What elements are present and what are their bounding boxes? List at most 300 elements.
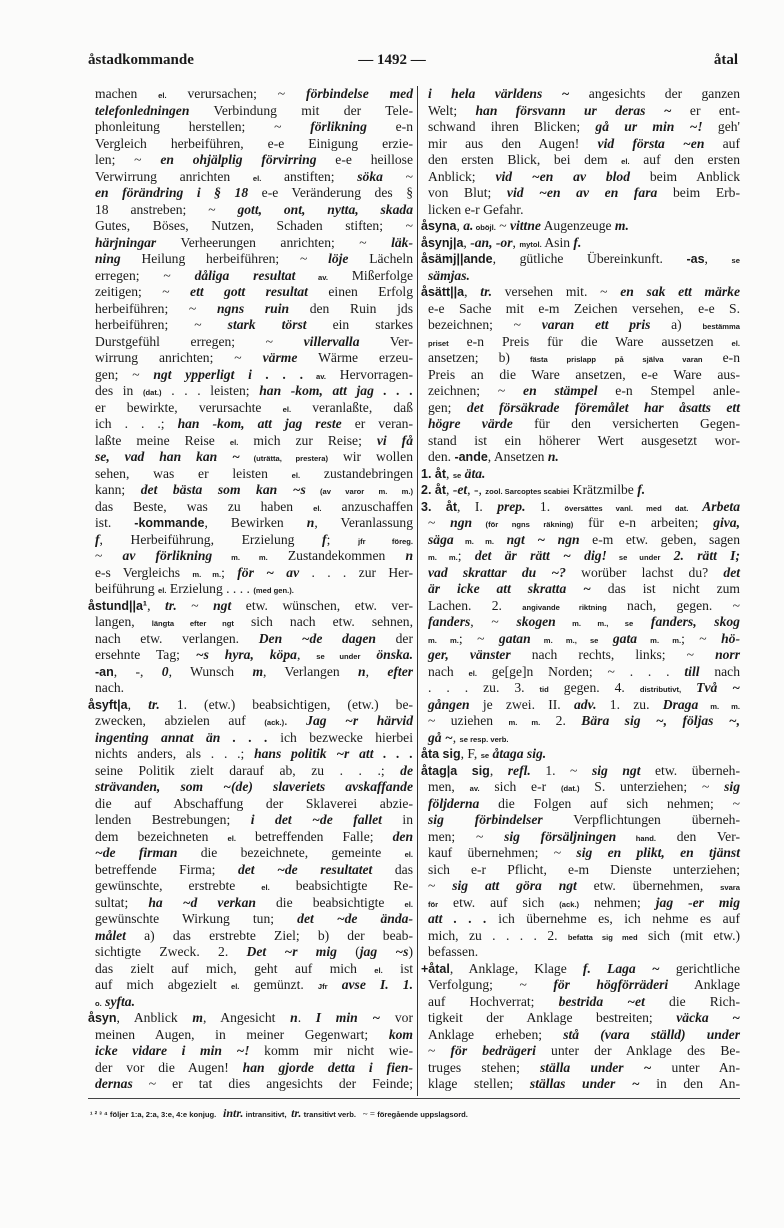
translation-text: gewünschte Wirkung tun; [95,911,298,926]
entry-text-line [428,697,740,714]
translation-text: 1. [525,498,565,514]
usage-note: se [452,470,462,480]
swedish-phrase: sig förbindelser [428,812,543,827]
swedish-phrase: härjningar [95,234,157,250]
headword: -an [95,664,114,679]
translation-text: betreffenden Falle; [235,828,393,844]
swedish-phrase: varan ett pris [541,317,651,332]
entry-text-line [95,284,413,301]
translation-text: . . . zu. 3. [428,680,540,695]
swedish-phrase: sig att göra ngt [452,878,577,893]
entry-headword-line [421,235,740,252]
entry-text-line [428,268,740,285]
translation-text: men, [428,779,470,794]
translation-text: ; ~ [681,630,722,646]
translation-text: , [463,234,471,250]
usage-note: se resp. verb. [459,734,509,744]
entry-text-line [95,730,413,747]
entry-headword-line [421,499,740,516]
entry-text-line [428,416,740,433]
translation-text: 1. (etw.) beabsichtigen, (etw.) be- [159,696,414,712]
translation-text: gewünschte, erstrebte [95,878,262,893]
entry-text-line [428,812,740,829]
swedish-phrase: ger, vänster [428,647,511,662]
swedish-phrase: en stämpel [523,383,598,398]
translation-text: tigkeit der Anklage bestreiten; [428,1010,677,1025]
usage-note: m. m. [453,536,495,546]
column-divider [417,86,418,1096]
translation-text: mich zur Reise; [238,432,377,448]
usage-note: (av varor m. m.) [305,487,413,496]
swedish-phrase: han -kom, att jag reste [177,416,342,431]
translation-text: , [456,218,464,233]
translation-text: Preis an die Ware ansetzen, e-e Ware aus- [428,366,740,382]
translation-text: er veran- [341,416,414,431]
entry-text-line [428,367,740,384]
headword: åsyna [421,219,457,233]
translation-text: nehmen; [579,894,656,910]
swedish-phrase: n [358,663,366,679]
usage-note: hand. [616,833,656,843]
swedish-phrase: f [95,531,100,547]
translation-text: ich übernehme es, ich nehme es auf [486,911,740,926]
translation-text: den ersten Blick, bei dem [428,152,622,167]
entry-text-line [95,103,413,120]
headword: -kommande [134,516,205,530]
swedish-phrase: -et [452,482,468,497]
usage-note: el. [404,899,413,909]
entry-text-line [428,169,740,186]
translation-text: , Ansetzen [487,449,548,464]
entry-text-line [95,763,413,780]
entry-text-line [428,1076,740,1093]
translation-text: auf mich abgezielt [95,977,231,992]
swedish-phrase: läk- [391,234,413,250]
translation-text: ~ [382,168,413,184]
translation-text: die Rich- [644,993,740,1009]
right-column [421,86,741,1093]
swedish-phrase: m [252,663,264,679]
entry-text-line [95,746,413,763]
entry-text-line [428,136,740,153]
entry-headword-line [88,697,413,714]
swedish-phrase: följderna [428,795,480,811]
translation-text: , [365,663,388,679]
entry-text-line [428,152,740,169]
usage-note: priset [428,338,449,348]
swedish-phrase: tr. [165,597,177,613]
footnote-intr: intr. [223,1106,244,1120]
translation-text: , Anklage, Klage [449,960,583,976]
translation-text: den Ruin jds [289,300,414,316]
swedish-phrase: han gjorde detta i fien- [242,1059,413,1075]
translation-text: nach [699,663,740,679]
swedish-phrase: 2. rätt I; [660,548,740,563]
swedish-phrase: dernas [95,1076,133,1091]
translation-text: komm mir nicht wie- [249,1043,413,1058]
swedish-phrase: gå ur min ~! [595,119,703,134]
swedish-phrase: sig ngt [591,762,641,778]
entry-text-line [95,136,413,153]
entry-text-line [95,614,413,631]
translation-text: anzuschaffen [321,498,413,514]
translation-text: , ~ [470,614,517,629]
swedish-phrase: vid första ~en [597,135,705,151]
translation-text: Mißerfolge [328,267,413,283]
entry-headword-line [88,1010,413,1027]
translation-text: , [704,251,732,266]
entry-text-line [95,301,413,318]
translation-text: Zustandekommen [267,548,406,563]
translation-text: herbeiführen; ~ [95,317,228,332]
translation-text: ) [408,944,413,959]
translation-text: unter An- [651,1059,741,1075]
entry-text-line [95,911,413,928]
swedish-phrase: kom [388,1026,413,1042]
usage-note: el. [313,503,322,513]
usage-note: se [480,751,490,760]
entry-text-line [95,977,413,994]
translation-text: Verfolgung; ~ [428,977,554,992]
headword: -as [686,252,705,266]
swedish-phrase: målet [95,927,126,943]
translation-text: . [297,1010,316,1025]
translation-text: die Folgen auf sich nehmen; ~ [479,795,740,811]
swedish-phrase: löje [328,251,349,266]
swedish-phrase: Det ~r mig [246,944,337,959]
translation-text: klage stellen; [428,1076,530,1091]
swedish-phrase: det bästa som kan ~s [140,482,306,497]
swedish-phrase: n. [547,449,559,464]
translation-text: in den An- [639,1076,740,1091]
translation-text: kann; [95,482,141,497]
translation-text: Anklage erheben; [428,1026,564,1042]
usage-note: bestämma [702,322,741,331]
usage-note: el. [291,470,301,480]
translation-text: Heilung herbeiführen; ~ [120,251,329,266]
translation-text: ersehnte Tag; [95,647,196,662]
entry-text-line [95,565,413,582]
entry-text-line [95,169,413,186]
swedish-phrase: f [322,531,327,547]
usage-note: el. [621,157,630,166]
usage-note: m. m. [508,718,541,727]
translation-text: etw. überneh- [640,762,741,778]
usage-note: distributivt, [639,685,682,694]
entry-text-line [428,911,740,928]
entry-text-line [428,202,740,219]
entry-text-line [95,515,413,532]
swedish-phrase: för ~ av [237,564,300,580]
translation-text: truges stehen; [428,1059,540,1075]
swedish-phrase: villervalla [303,333,360,349]
translation-text: , [127,696,149,712]
translation-text: beiführung [95,581,159,596]
translation-text: gegen. 4. [548,680,640,695]
left-column [88,86,414,1093]
entry-headword-line [421,251,740,268]
translation-text: Vergleich herbeiführen, e-e Einigung erzie- [95,135,413,151]
entry-text-line [428,334,740,351]
translation-text: beabsichtigte Re- [269,878,413,893]
translation-text: 18 anstreben; ~ [95,201,238,217]
entry-text-line [95,664,413,681]
swedish-phrase: ngns ruin [216,300,290,316]
swedish-phrase: adv. [573,696,597,712]
usage-note: el. [227,833,236,843]
entry-text-line [95,235,413,252]
entry-text-line [95,928,413,945]
usage-note: angivande riktning [522,602,607,612]
swedish-phrase: f. [573,234,582,250]
entry-text-line [95,647,413,664]
entry-text-line [428,532,740,549]
abbreviation-footnote [90,1106,468,1121]
translation-text: 2. [540,713,582,728]
usage-note: el. [404,850,414,859]
footnote-intr-def: intransitivt, [245,1110,287,1119]
translation-text: len; ~ [95,152,161,167]
entry-text-line [428,1010,740,1027]
translation-text: ~ uziehen [428,713,509,728]
usage-note: el. [158,91,167,100]
translation-text: unter der Anklage des Be- [535,1043,740,1058]
page-number: — 1492 — [358,52,426,68]
headword: 2. åt [421,483,447,497]
entry-headword-line [421,466,740,483]
translation-text: für den versicherten Gegen- [512,416,741,431]
translation-text: ist. [95,515,135,530]
translation-text: gerichtliche [659,960,740,976]
usage-note: (med gen.). [253,586,294,595]
footnote-tilde-def: föregående uppslagsord. [377,1110,468,1119]
entry-text-line [428,680,740,697]
usage-note: av. [469,784,480,793]
translation-text: gen; [428,399,467,415]
entry-text-line [95,449,413,466]
entry-text-line [428,944,740,961]
entry-text-line [428,928,740,945]
entry-text-line [95,994,413,1011]
swedish-phrase: Jag ~r härvid [306,713,413,728]
running-head-first-word: åstadkommande [88,52,194,68]
swedish-phrase: äta. [461,465,486,481]
translation-text: er bewirkte, verursachte [95,399,283,415]
translation-text: ~ [176,597,214,613]
translation-text: seine Politik zielt darauf ab, zu . . .; [95,762,401,778]
entry-text-line [428,1027,740,1044]
translation-text: auf [704,135,740,151]
entry-text-line [95,845,413,862]
translation-text: Anklage [668,977,740,992]
usage-note: el. [282,404,292,414]
entry-text-line [428,647,740,664]
headword: -ande [454,450,488,464]
entry-text-line [95,185,413,202]
translation-text: . [284,713,307,728]
entry-text-line [428,631,740,648]
swedish-phrase: -an, -or [470,234,513,250]
headword: åtag|a sig [421,763,490,778]
swedish-phrase: 0 [161,663,169,679]
entry-text-line [428,185,740,202]
translation-text: nach, gegen. ~ [606,597,740,613]
entry-text-line [428,977,740,994]
translation-text: langen, [95,614,152,629]
translation-text: betreffende Firma; [95,861,238,877]
translation-text: das zielt auf mich, geht auf mich [95,960,375,976]
translation-text: von Blut; [428,185,507,200]
translation-text: nichts anders, als . . .; [95,746,255,761]
usage-note: (ack.) [264,718,285,727]
swedish-phrase: sig en plikt, en tjänst [576,845,740,860]
footnote-tilde: ~ = [362,1109,375,1119]
translation-text: etw. auf sich [438,894,560,910]
swedish-phrase: avse I. 1. [327,977,413,992]
entry-text-line [95,796,413,813]
translation-text: machen [95,86,159,101]
headword: åsämj||ande [421,252,493,266]
translation-text: , [512,234,520,250]
translation-text: nach etw. verlangen. [95,630,259,646]
usage-note: (uträtta, prestera) [239,454,328,463]
entry-text-line [428,383,740,400]
translation-text: meinen Augen, in meiner Gegenwart; [95,1026,389,1042]
translation-text: ich . . .; [95,416,178,431]
swedish-phrase: n [290,1010,298,1025]
swedish-phrase: a. [463,218,474,233]
swedish-phrase: ~s hyra, köpa [195,647,297,662]
entry-headword-line [421,482,740,499]
swedish-phrase: Två ~ [681,680,740,695]
entry-text-line [95,268,413,285]
translation-text: zeichnen; ~ [428,383,524,398]
swedish-phrase: i hela världens ~ [428,86,570,101]
entry-text-line [95,532,413,549]
translation-text: Asin [541,234,574,250]
entry-text-line [428,829,740,846]
usage-note: m. m. [212,553,268,562]
translation-text: mir aus den Augen! [428,135,598,151]
entry-text-line [95,202,413,219]
usage-note: el. [374,965,383,975]
usage-note: se [731,256,740,265]
usage-note: oböjl. [473,223,496,232]
entry-text-line [95,812,413,829]
swedish-phrase: vid ~en av blod [495,168,631,184]
translation-text: beim Erb- [657,185,740,200]
entry-text-line [95,961,413,978]
usage-note: (för ngns räkning) [472,520,574,529]
entry-text-line [95,218,413,235]
swedish-phrase: ~de firman [95,845,178,860]
swedish-phrase: f. [637,482,646,497]
swedish-phrase: tr. [480,284,493,299]
entry-text-line [95,1076,413,1093]
entry-text-line [428,119,740,136]
translation-text: laßte meine Reise [95,432,230,448]
entry-headword-line [421,218,740,235]
swedish-phrase: jag -er mig [655,894,740,910]
translation-text: ist [382,960,414,976]
swedish-phrase: strävanden, som ~(de) slaveriets avskaffande [95,779,413,794]
translation-text: ge[ge]n Norden; ~ . . . [476,663,685,679]
swedish-phrase: gå ~ [428,729,453,745]
entry-text-line [428,400,740,417]
swedish-phrase: bestrida ~et [558,993,645,1009]
translation-text: men; ~ [428,828,505,844]
footnote-superscripts: ¹ ² ³ ⁴ [90,1110,108,1119]
translation-text: geh' [702,119,740,134]
usage-note: fästa prislapp på själva varan [530,355,703,364]
swedish-phrase: m [192,1010,203,1025]
translation-text: sehen, was er leisten [95,465,292,481]
entry-text-line [95,499,413,516]
translation-text: lenden Bestrebungen; [95,812,251,827]
swedish-phrase: ngt ~ ngn [494,531,580,547]
entry-headword-line [88,598,413,615]
entry-headword-line [421,961,740,978]
swedish-phrase: det är rätt ~ dig! [474,548,607,563]
entry-text-line [428,565,740,582]
swedish-phrase: vid ~en av en fara [506,185,658,200]
translation-text: einen Erfolg [307,284,413,299]
swedish-phrase: f. [582,960,591,976]
entry-text-line [95,367,413,384]
swedish-phrase: m. [614,218,629,233]
translation-text: das ist nicht zum [590,581,740,596]
translation-text: sultat; [95,894,149,910]
swedish-phrase: det ~de ända- [297,911,413,926]
entry-text-line [428,713,740,730]
usage-note: m. m., se [555,619,634,628]
usage-note: m. m. [698,701,740,711]
swedish-phrase: åtaga sig. [489,746,547,761]
entry-text-line [428,895,740,912]
translation-text: auf den ersten [629,152,740,167]
entry-text-line [95,944,413,961]
entry-text-line [428,350,740,367]
translation-text: zeitigen; ~ [95,284,191,299]
swedish-phrase: ställa under ~ [539,1059,652,1075]
translation-text: ich bezwecke hierbei [267,729,413,745]
translation-text: Verbindung mit der Tele- [189,102,413,118]
translation-text: Verpflichtungen überneh- [542,812,741,827]
entry-headword-line [421,746,740,763]
usage-note: m. m. [637,635,682,645]
swedish-phrase: förbindelse med [306,86,414,101]
entry-text-line [428,862,740,879]
headword: åsyn [88,1011,117,1025]
translation-text: versehen mit. ~ [492,284,621,299]
swedish-phrase: dåliga resultat [194,267,296,283]
swedish-phrase: ngt ypperligt i . . . [153,366,304,382]
entry-text-line [428,1043,740,1060]
swedish-phrase: Den ~de dagen [258,630,376,646]
usage-note: el. [158,586,167,595]
translation-text: etw. übernehmen, [576,878,721,893]
translation-text: e-n [702,350,740,365]
swedish-phrase: väcka ~ [676,1010,740,1025]
translation-text: ansetzen; b) [428,350,531,365]
swedish-phrase: säga [428,531,454,547]
swedish-phrase: gott, ont, nytta, skada [237,201,413,217]
translation-text: zwecken, abzielen auf [95,713,265,728]
translation-text: Anblick; [428,168,496,184]
translation-text: bezeichnen; ~ [428,317,542,332]
translation-text: verursachen; ~ [166,86,307,101]
translation-text: . . . leisten; [161,383,260,398]
